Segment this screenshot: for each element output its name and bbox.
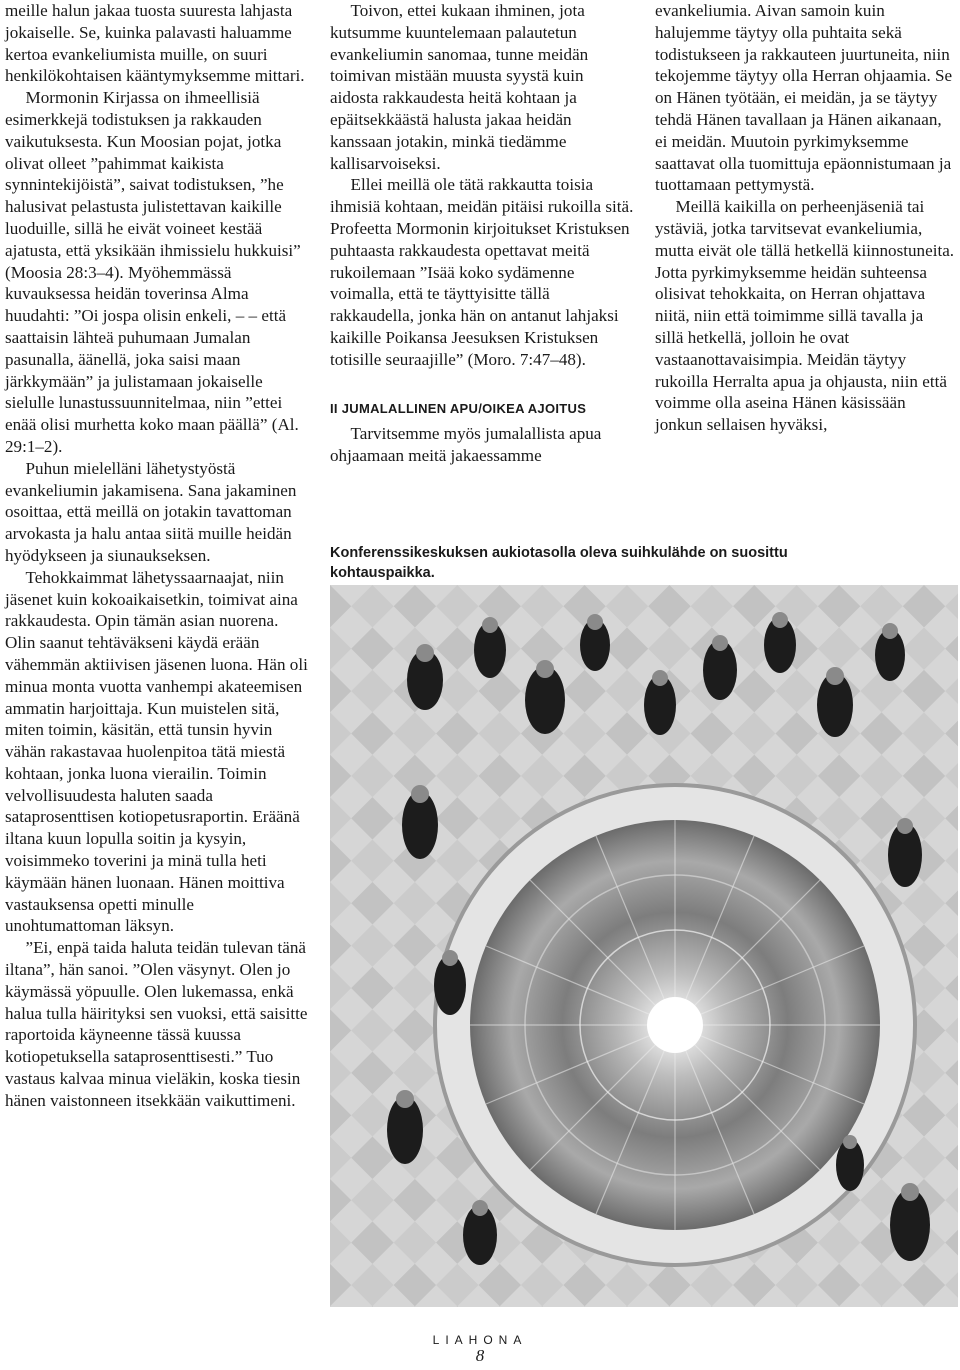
photo-caption: Konferenssikeskuksen aukiotasolla oleva suihkulähde on suosittu kohtauspaikka.	[330, 545, 788, 581]
paragraph: Ellei meillä ole tätä rakkautta toisia ihmisiä kohtaan, meidän pitäisi rukoilla sitä. Profeetta Mormonin kirjoitukset Kristuksen puhtaasta rakkaudesta opettavat meitä rukoilemaan ”Isää koko sydämenne voimalla, että te täyttyisitte tällä rakkaudella, jonka hän on antanut lahjaksi kaikille Poikansa Jeesuksen Kristuksen totisille seuraajille” (Moro. 7:47–48).	[330, 175, 634, 369]
paragraph: Mormonin Kirjassa on ihmeellisiä esimerkkejä todistuksen ja rakkauden vaikutuksesta. Kun Moosian pojat, jotka olivat olleet ”pahimmat kaikista synnintekijöistä”, saivat todistuksen, ”he halusivat pelastusta julistettavan kaikille luoduille, sillä he eivät voineet kestää ajatusta, että yksikään ihmissielu hukkuisi” (Moosia 28:3–4). Myöhemmässä kuvauksessa heidän toverinsa Alma huudahti: ”Oi jospa olisin enkeli, – – että saattaisin lähteä puhumaan Jumalan pasunalla, äänellä, joka saisi maan järkkymään” ja julistamaan jokaiselle sielulle lunastussuunnitelmaa, niin ”ettei enää olisi murhetta koko maan päällä” (Al. 29:1–2).	[5, 88, 301, 456]
fountain-photo	[330, 585, 958, 1307]
fountain-photo-illustration	[330, 585, 958, 1307]
text-column-2	[330, 0, 635, 467]
paragraph: ”Ei, enpä taida haluta teidän tulevan tänä iltana”, hän sanoi. ”Olen väsynyt. Olen jo käymässä yöpuulle. Olen lukemassa, enkä halua tulla häirityksi sen vuoksi, että saisitte raportoida käyneenne tässä kuussa kotiopetuksella sataprosenttisesti.” Tuo vastaus kalvaa minua vieläkin, koska tiesin hänen vaistonneen itsekkään vaikuttimeni.	[5, 938, 308, 1110]
paragraph: Tarvitsemme myös jumalallista apua ohjaamaan meitä jakaessamme	[330, 424, 602, 466]
page-footer	[0, 1333, 960, 1365]
text-column-1	[5, 0, 310, 1112]
paragraph: Meillä kaikilla on perheenjäseniä tai ystäviä, jotka tarvitsevat evankeliumia, mutta eivät ole tällä hetkellä kiinnostuneita. Jotta pyrkimyksemme heidän suhteensa olisivat tehokkaita, on Herran ohjattava niitä, niin että toimimme sillä tavalla ja sillä hetkellä, jolloin he ovat vastaanottavaisimpia. Meidän täytyy rukoilla Herralta apua ja ohjausta, niin että voimme olla aseina Hänen käsissään jonkun sellaisen hyväksi,	[655, 197, 955, 435]
paragraph: Toivon, ettei kukaan ihminen, jota kutsumme kuuntelemaan palautetun evankeliumin sanomaa, tunne meidän toimivan mistään muusta syystä kuin aidosta rakkaudesta heitä kohtaan ja epäitsekkäästä halusta jakaa heidän kanssaan jotakin, minkä tiedämme kallisarvoiseksi.	[330, 1, 589, 173]
page-number: 8	[475, 1346, 485, 1365]
paragraph: Puhun mielelläni lähetystyöstä evankeliumin jakamisena. Sana jakaminen osoittaa, että meillä on jotakin tavattoman arvokasta ja halu antaa siitä muille heidän hyödykseen ja siunaukseksen.	[5, 458, 297, 565]
paragraph: evankeliumia. Aivan samoin kuin halujemme täytyy olla puhtaita sekä todistukseen ja rakkauteen juurtuneita, niin tekojemme täytyy olla Herran ohjaamia. Se on Hänen työtään, ei meidän, ja se täytyy tehdä Hänen tavallaan ja Hänen aikanaan, ei meidän. Muutoin pyrkimyksemme saattavat olla tuomittuja epäonnistumaan ja tuottamaan pettymystä.	[655, 1, 953, 195]
section-heading: II JUMALALLINEN APU/OIKEA AJOITUS	[330, 400, 587, 416]
magazine-name: LIAHONA	[432, 1333, 528, 1347]
paragraph: Tehokkaimmat lähetyssaarnaajat, niin jäsenet kuin kokoaikaisetkin, toimivat aina rakkaudesta. Opin tämän asian nuorena. Olin saanut tehtäväkseni käydä erään vähemmän aktiivisen jäsenen luona. Hän oli minua monta vuotta vanhempi akateemisen ammatin harjoittaja. Kun muistelen sitä, miten toimin, käsitän, että tunsin hyvin vähän rakastavaa huolenpitoa tätä miestä kohtaan, jonka luona vierailin. Toimin velvollisuudesta haluten saada sataprosenttisen kotiopetusraportin. Eräänä iltana kuun lopulla soitin ja kysyin, voisimmeko toverini ja minä tulla heti käymään hänen luonaan. Hänen moittiva vastauksensa opetti minulle unohtumattoman läksyn.	[5, 567, 308, 936]
text-column-3	[655, 0, 955, 436]
paragraph: meille halun jakaa tuosta suuresta lahjasta jokaiselle. Se, kuinka palavasti haluamme kertoa evankeliumista muille, on suuri henkilökohtaisen kääntymyksemme mittari.	[5, 1, 305, 86]
